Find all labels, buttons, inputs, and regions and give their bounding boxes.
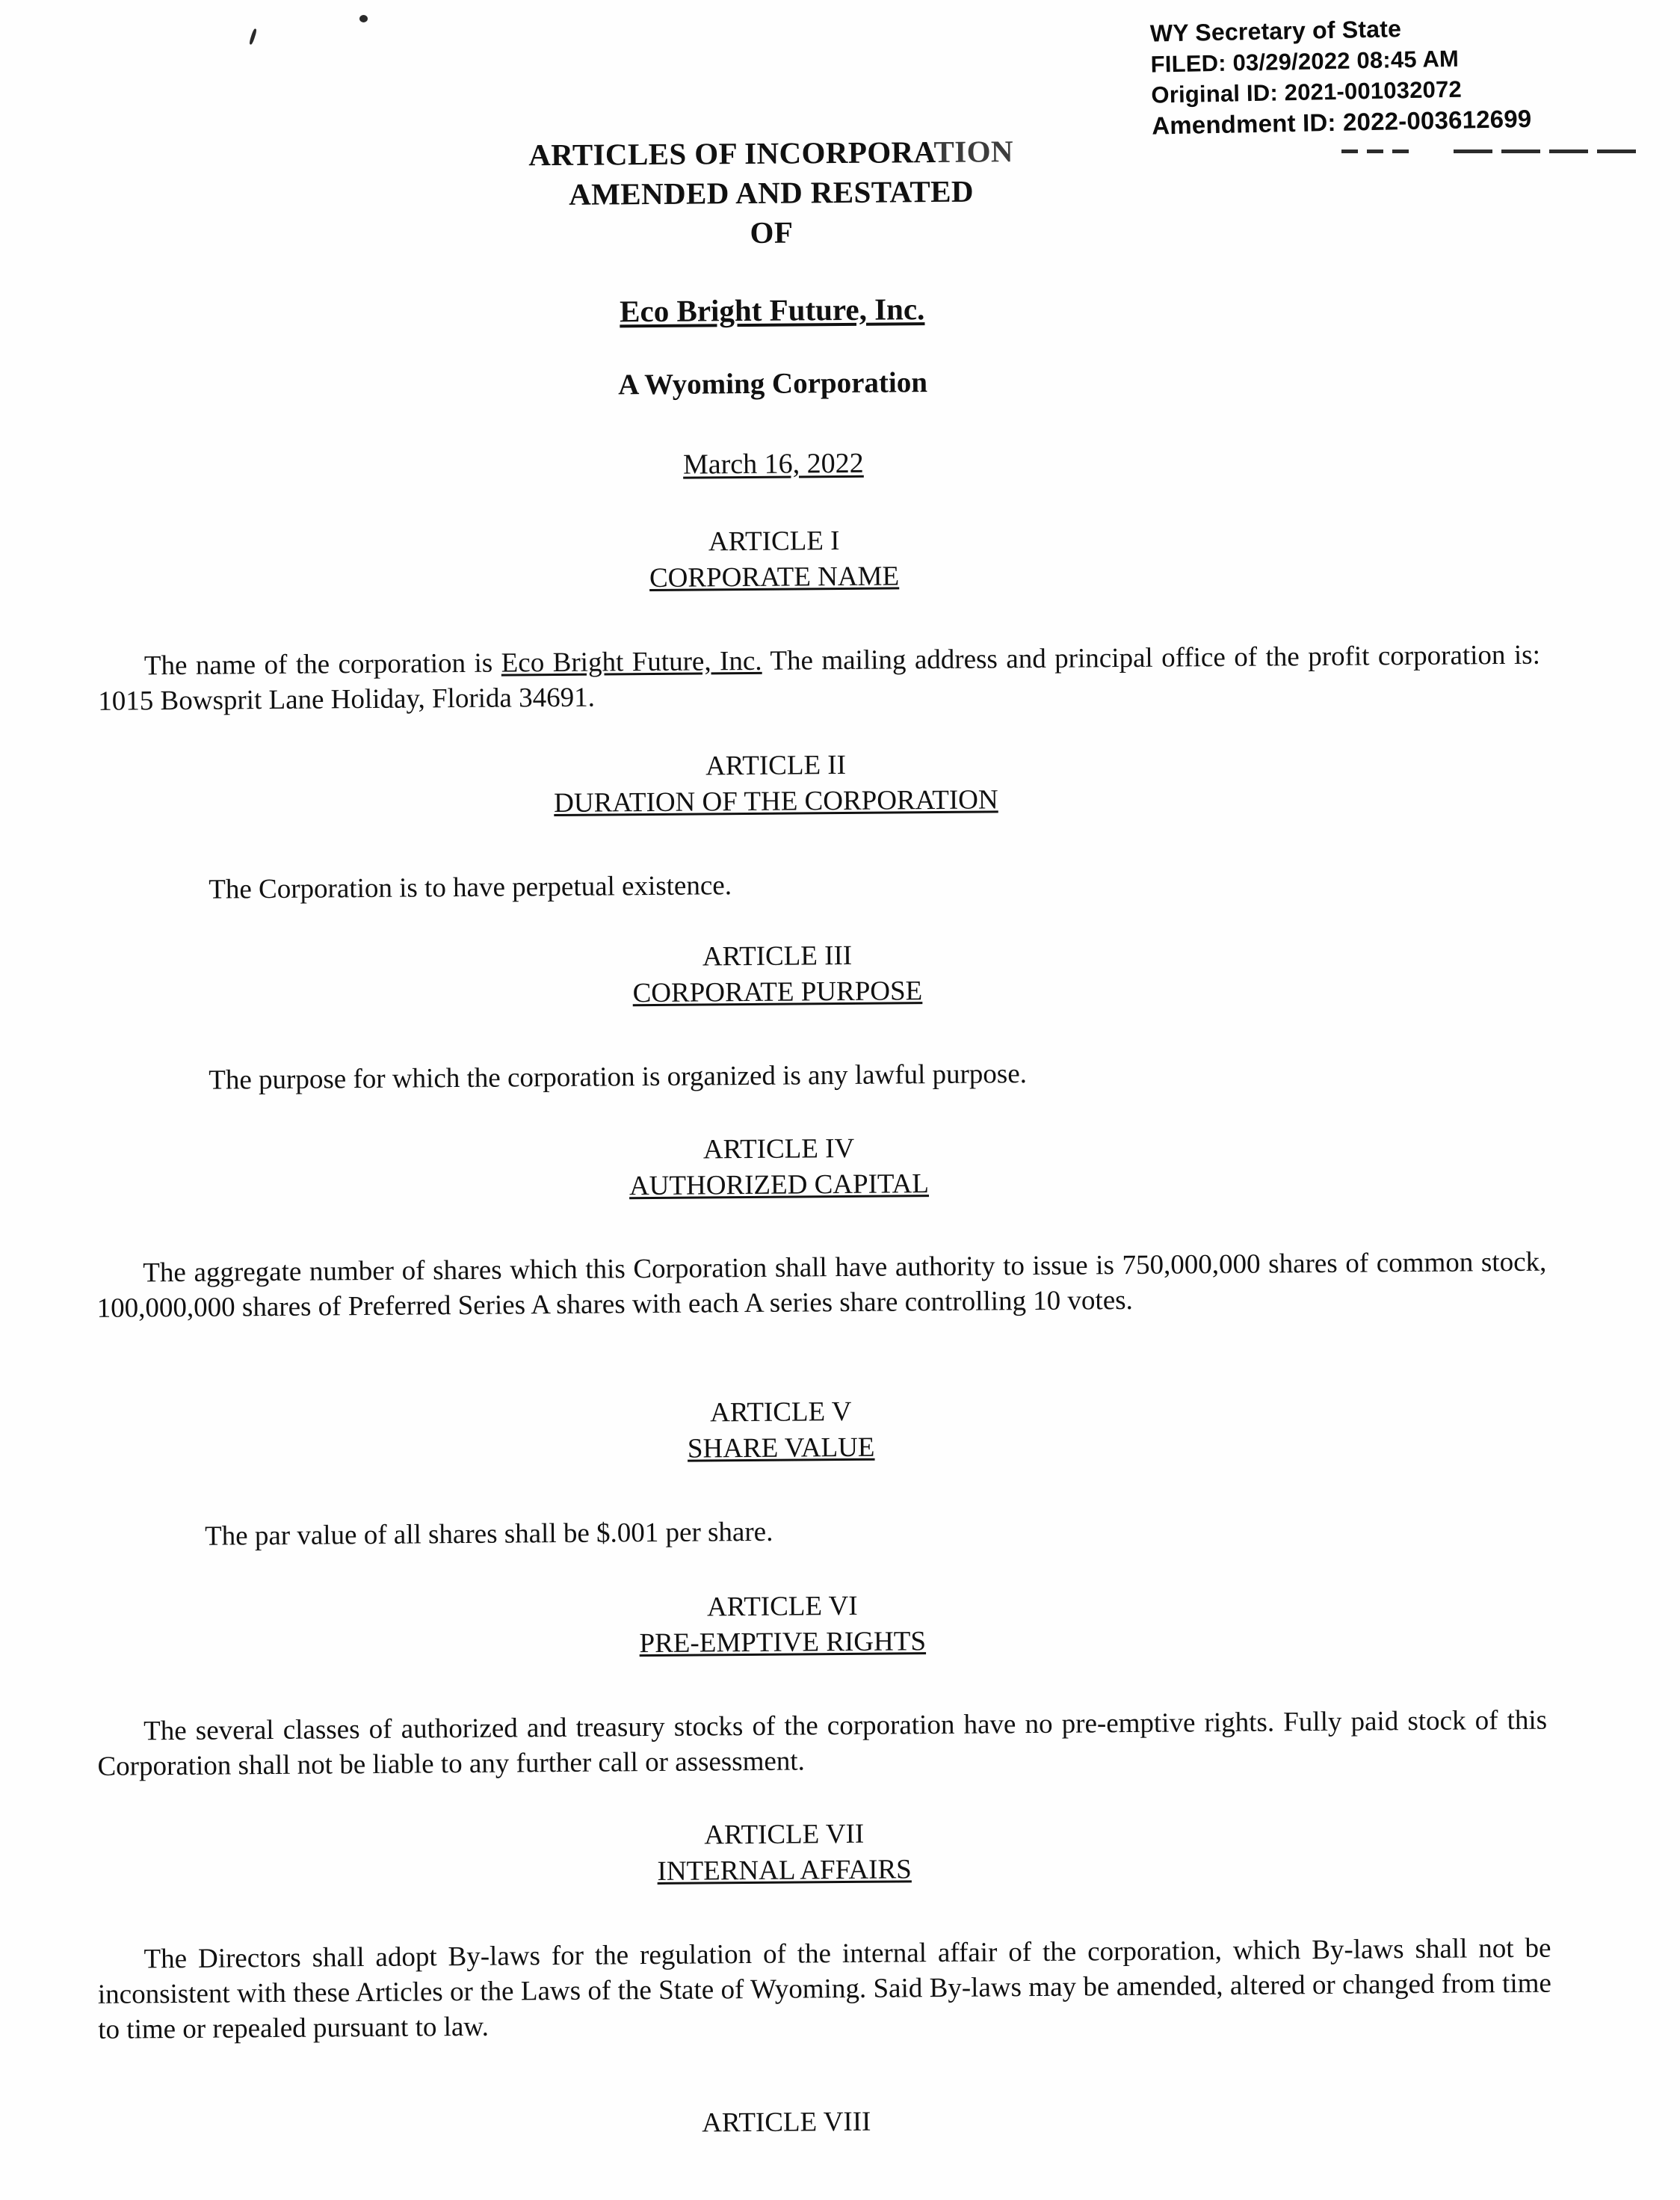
article-number-2: ARTICLE II (705, 749, 847, 782)
article-title-4: AUTHORIZED CAPITAL (629, 1168, 930, 1202)
article-body-1-company: Eco Bright Future, Inc. (501, 645, 762, 679)
article-heading-7 (156, 1812, 1412, 1894)
document-date (146, 443, 1401, 485)
corporation-subtitle-text: A Wyoming Corporation (617, 366, 928, 401)
article-body-6: The several classes of authorized and treasury stocks of the corporation have no pre-emptive rights. Fully paid stock of this Corporation shall not be liable to any further call or assessment. (97, 1704, 1548, 1782)
article-title-5: SHARE VALUE (687, 1432, 875, 1464)
scan-artifact-speck (249, 28, 258, 45)
document-title (143, 129, 1399, 257)
article-number-1: ARTICLE I (708, 526, 840, 558)
document-date-text: March 16, 2022 (682, 447, 864, 481)
article-title-7: INTERNAL AFFAIRS (657, 1854, 912, 1887)
article-body-1-pre: The name of the corporation is (143, 647, 501, 682)
article-number-8: ARTICLE VIII (702, 2106, 871, 2139)
scan-artifact-dot (359, 15, 368, 22)
stamp-amendment-id: Amendment ID: 2022-003612699 (1151, 104, 1532, 140)
article-body-2: The Corporation is to have perpetual existence. (209, 870, 732, 905)
article-heading-8 (158, 2100, 1414, 2145)
stamp-filed-date: FILED: 03/29/2022 08:45 AM (1150, 45, 1460, 78)
article-heading-6 (155, 1584, 1411, 1666)
article-number-6: ARTICLE VI (706, 1590, 858, 1623)
article-number-3: ARTICLE III (702, 940, 853, 973)
article-title-6: PRE-EMPTIVE RIGHTS (639, 1626, 927, 1660)
article-heading-5 (153, 1390, 1409, 1471)
article-title-2: DURATION OF THE CORPORATION (554, 784, 998, 819)
title-line-3: OF (750, 215, 794, 250)
article-heading-4 (151, 1127, 1407, 1208)
article-body-4: The aggregate number of shares which this Corporation shall have authority to issue is 750,000,000 shares of common stock, 100,000,000 shares of Preferred Series A shares with each A series share controlling 10 votes. (96, 1246, 1547, 1324)
article-heading-3 (149, 934, 1406, 1015)
corporation-subtitle (145, 362, 1400, 405)
article-body-3: The purpose for which the corporation is organized is any lawful purpose. (209, 1059, 1028, 1096)
article-body-5: The par value of all shares shall be $.001 per share. (204, 1516, 773, 1552)
article-number-4: ARTICLE IV (702, 1133, 855, 1165)
stamp-agency: WY Secretary of State (1149, 15, 1402, 47)
article-title-3: CORPORATE PURPOSE (632, 976, 923, 1009)
stamp-original-id: Original ID: 2021-001032072 (1151, 76, 1463, 108)
title-line-1-main: ARTICLES OF INCORPORA (528, 135, 934, 173)
article-body-1-post: The mailing address and principal office of the profit corporation is: 1015 Bowsprit Lane Holiday, Florida 34691. (98, 639, 1541, 717)
title-line-2: AMENDED AND RESTATED (568, 173, 975, 212)
article-body-1 (98, 638, 1541, 719)
title-line-1-faded: TION (933, 134, 1014, 170)
article-number-7: ARTICLE VII (704, 1818, 865, 1851)
company-name-text: Eco Bright Future, Inc. (620, 292, 925, 329)
article-heading-1 (146, 519, 1403, 600)
filing-stamp (1149, 8, 1667, 141)
article-body-7: The Directors shall adopt By-laws for the regulation of the internal affair of the corporation, which By-laws shall not be inconsistent with these Articles or the Laws of the State of Wyoming. Said By-laws may be amended, altered or changed from time to time or repealed pursuant to law. (97, 1932, 1552, 2045)
company-name (144, 287, 1400, 333)
article-title-1: CORPORATE NAME (649, 561, 900, 594)
article-heading-2 (148, 743, 1404, 825)
article-number-5: ARTICLE V (710, 1396, 852, 1429)
